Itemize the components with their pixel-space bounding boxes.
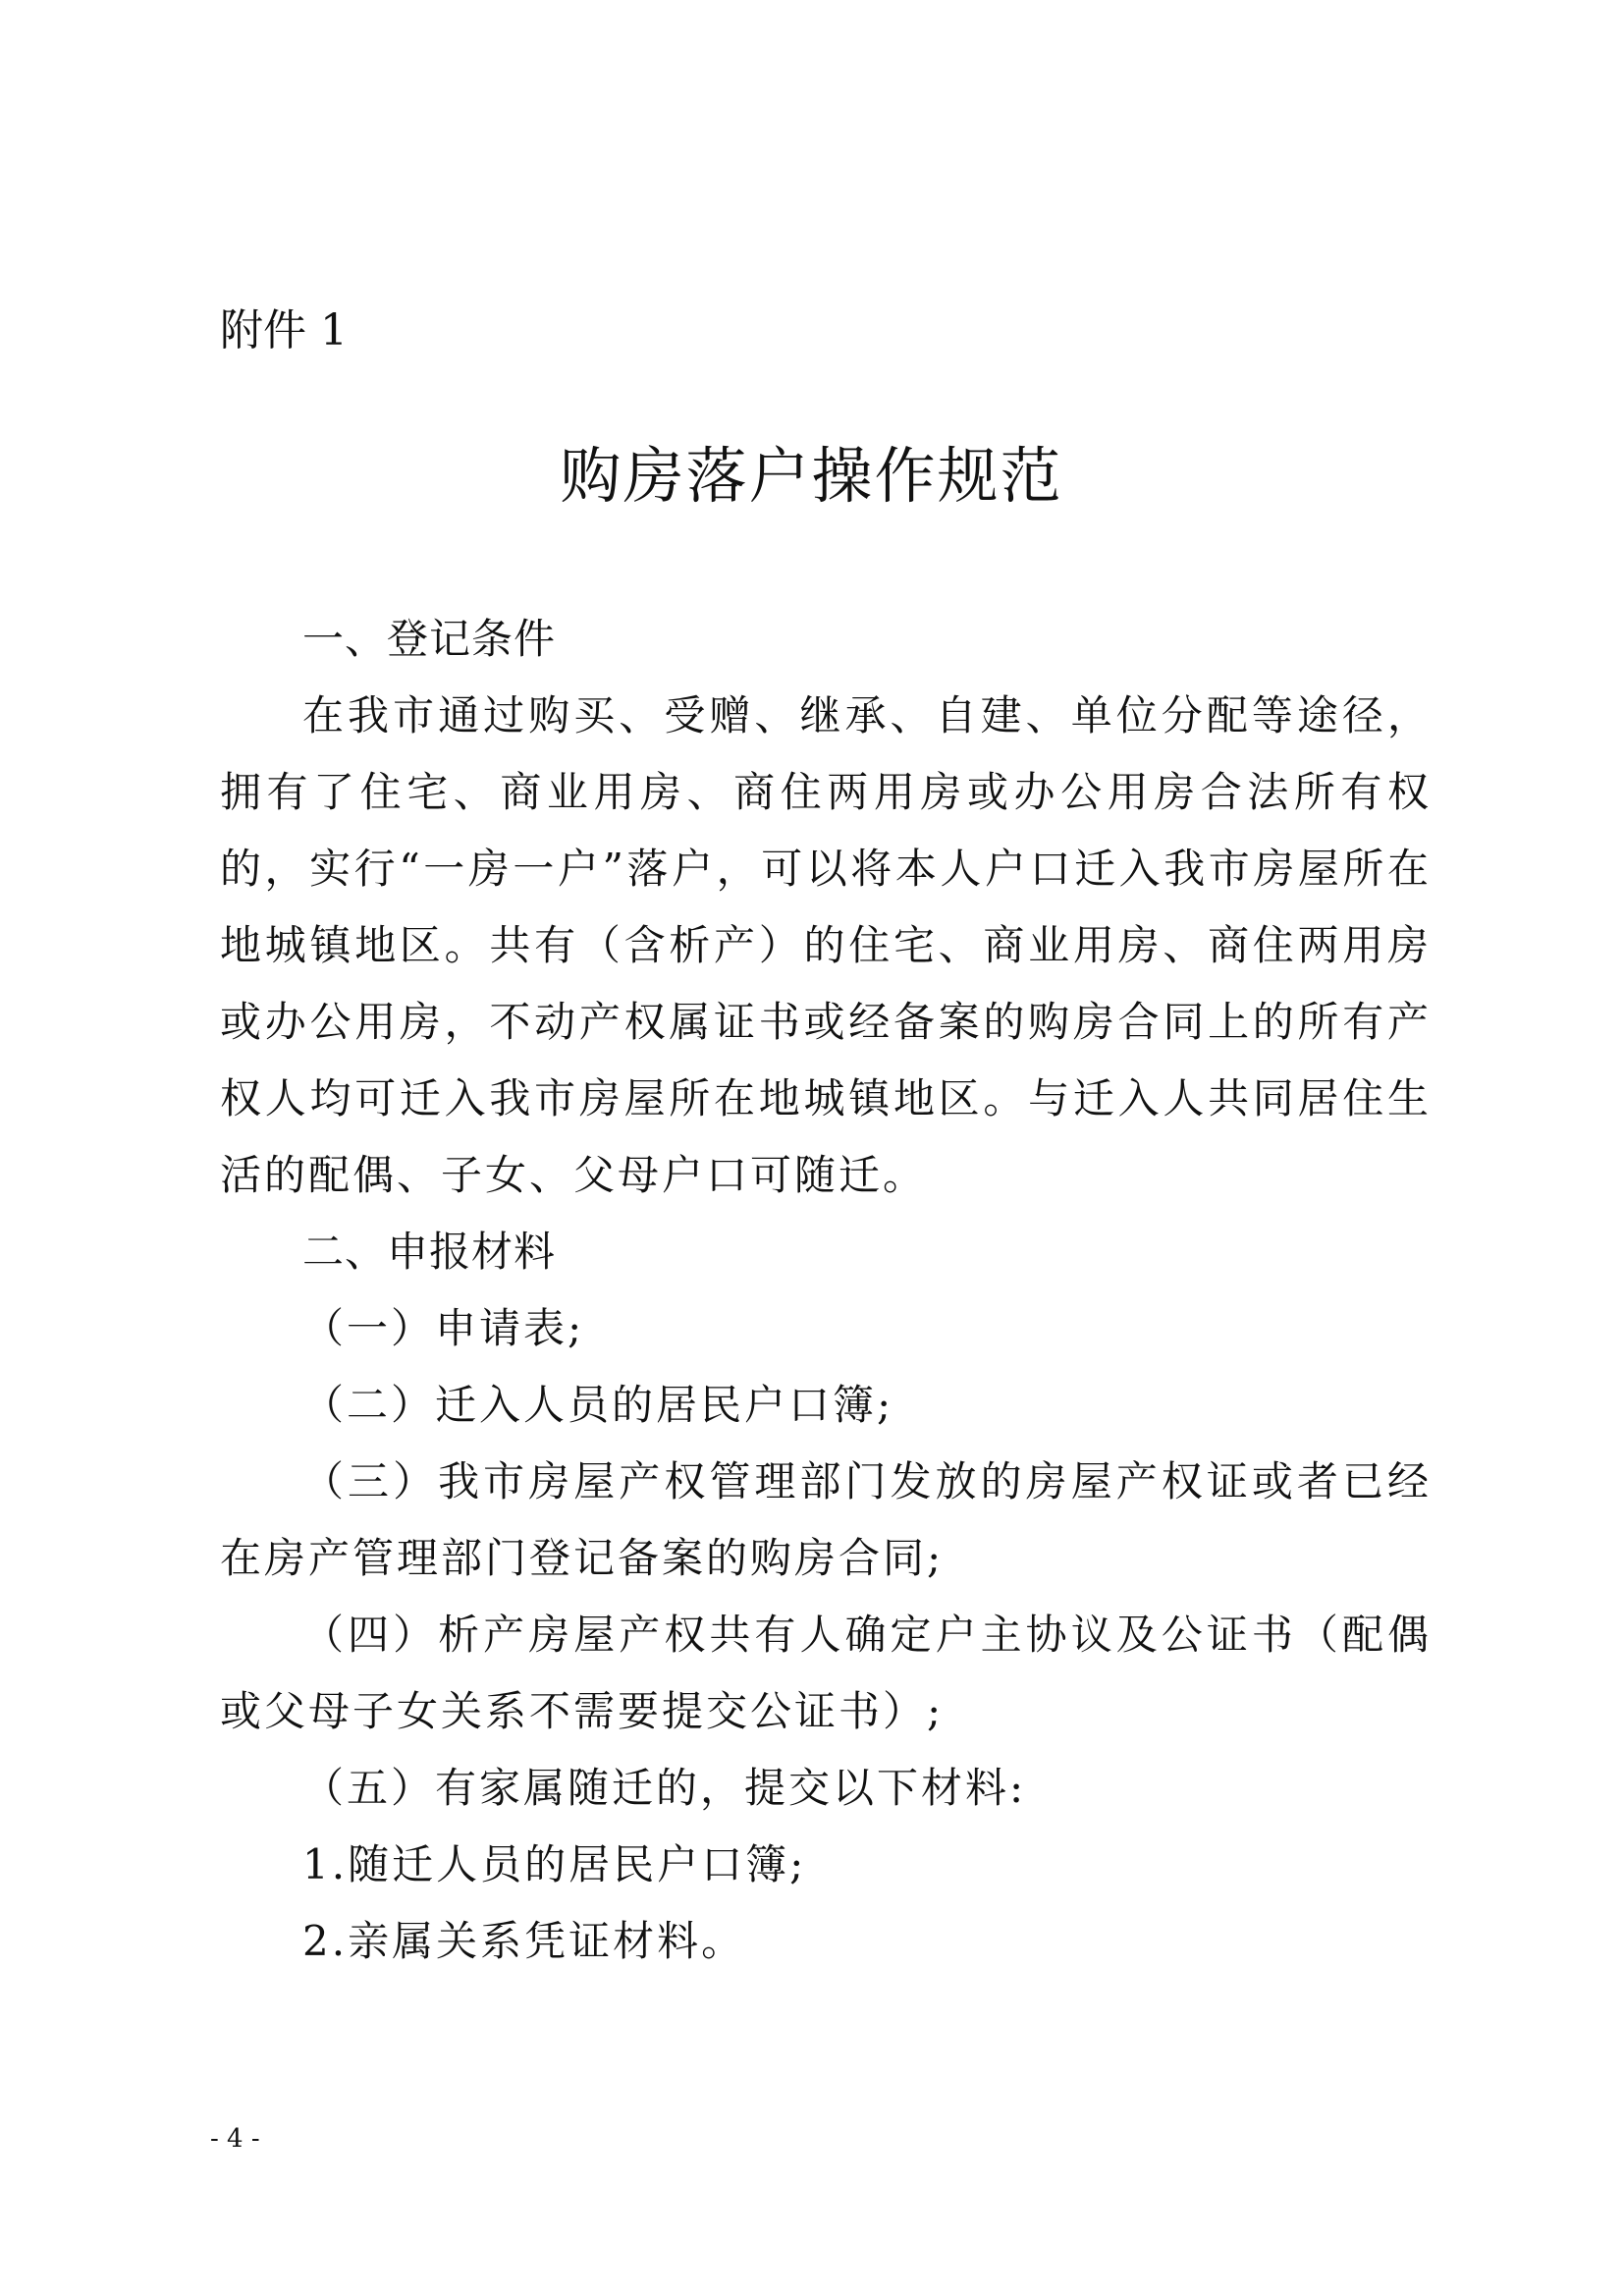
- material-subitem-1: 1.随迁人员的居民户口簿;: [302, 1840, 807, 1888]
- section-application-materials: [220, 1214, 1432, 1980]
- material-item-5: （五）有家属随迁的，提交以下材料:: [302, 1764, 1027, 1812]
- attachment-label: 附件 1: [220, 305, 348, 355]
- section-heading-1: 一、登记条件: [302, 615, 557, 663]
- material-item-3: （三）我市房屋产权管理部门发放的房屋产权证或者已经在房产管理部门登记备案的购房合同;: [220, 1457, 1432, 1582]
- page-number: - 4 -: [210, 2124, 260, 2154]
- material-item-2: （二）迁入人员的居民户口簿;: [302, 1381, 894, 1429]
- material-subitem-2: 2.亲属关系凭证材料。: [302, 1917, 746, 1965]
- section-registration-conditions: [220, 601, 1432, 1214]
- document-title: 购房落户操作规范: [560, 440, 1063, 512]
- section-heading-2: 二、申报材料: [302, 1228, 557, 1276]
- section-paragraph-1: 在我市通过购买、受赠、继承、自建、单位分配等途径，拥有了住宅、商业用房、商住两用房或办公用房合法所有权的，实行“一房一户”落户，可以将本人户口迁入我市房屋所在地城镇地区。共有（含析产）的住宅、商业用房、商住两用房或办公用房，不动产权属证书或经备案的购房合同上的所有产权人均可迁入我市房屋所在地城镇地区。与迁入人共同居住生活的配偶、子女、父母户口可随迁。: [220, 691, 1432, 1199]
- material-item-1: （一）申请表;: [302, 1304, 585, 1352]
- material-item-4: （四）析产房屋产权共有人确定户主协议及公证书（配偶或父母子女关系不需要提交公证书）;: [220, 1611, 1432, 1735]
